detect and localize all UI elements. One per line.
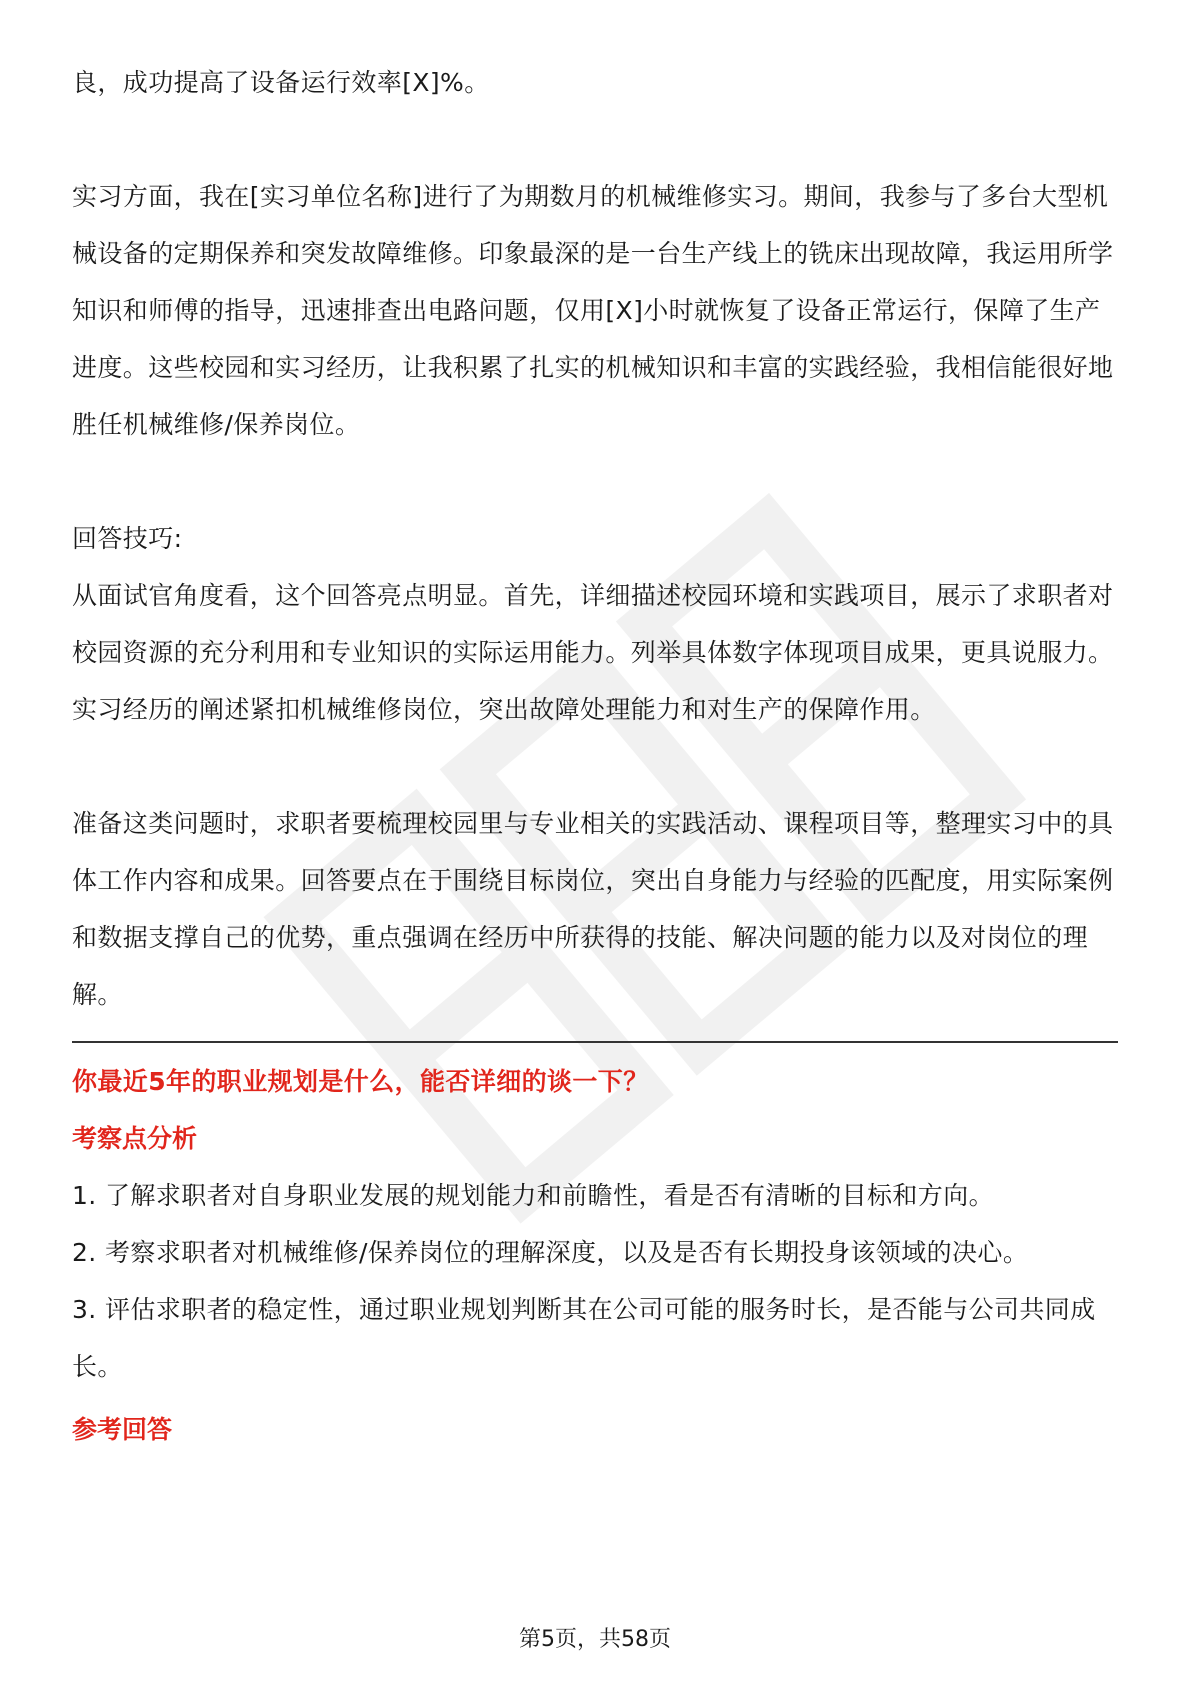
analysis-label: 考察点分析 (72, 1124, 198, 1153)
paragraph-tips: 从面试官角度看，这个回答亮点明显。首先，详细描述校园环境和实践项目，展示了求职者对校园资源的充分利用和专业知识的实际运用能力。列举具体数字体现项目成果，更具说服力。实习经历的阐述紧扣机械维修岗位，突出故障处理能力和对生产的保障作用。 (72, 581, 1114, 724)
analysis-point: 1. 了解求职者对自身职业发展的规划能力和前瞻性，看是否有清晰的目标和方向。 (72, 1181, 995, 1210)
content-area (72, 54, 1118, 1458)
paragraph-gap (72, 738, 1118, 795)
page-indicator: 第5页，共58页 (519, 1627, 671, 1652)
analysis-point: 3. 评估求职者的稳定性，通过职业规划判断其在公司可能的服务时长，是否能与公司共同成长。 (72, 1295, 1096, 1381)
paragraph-gap (72, 111, 1118, 168)
question-title: 你最近5年的职业规划是什么，能否详细的谈一下？ (72, 1067, 649, 1096)
paragraph-internship: 实习方面，我在[实习单位名称]进行了为期数月的机械维修实习。期间，我参与了多台大型机械设备的定期保养和突发故障维修。印象最深的是一台生产线上的铣床出现故障，我运用所学知识和师傅的指导，迅速排查出电路问题，仅用[X]小时就恢复了设备正常运行，保障了生产进度。这些校园和实习经历，让我积累了扎实的机械知识和丰富的实践经验，我相信能很好地胜任机械维修/保养岗位。 (72, 182, 1114, 439)
paragraph-gap (72, 453, 1118, 510)
answer-tips-label: 回答技巧: (72, 524, 183, 553)
paragraph-preparation: 准备这类问题时，求职者要梳理校园里与专业相关的实践活动、课程项目等，整理实习中的具体工作内容和成果。回答要点在于围绕目标岗位，突出自身能力与经验的匹配度，用实际案例和数据支撑自己的优势，重点强调在经历中所获得的技能、解决问题的能力以及对岗位的理解。 (72, 809, 1114, 1009)
paragraph-continued: 良，成功提高了设备运行效率[X]%。 (72, 68, 490, 97)
section-divider (72, 1041, 1118, 1043)
reference-answer-label: 参考回答 (72, 1415, 173, 1444)
analysis-point: 2. 考察求职者对机械维修/保养岗位的理解深度，以及是否有长期投身该领域的决心。 (72, 1238, 1029, 1267)
